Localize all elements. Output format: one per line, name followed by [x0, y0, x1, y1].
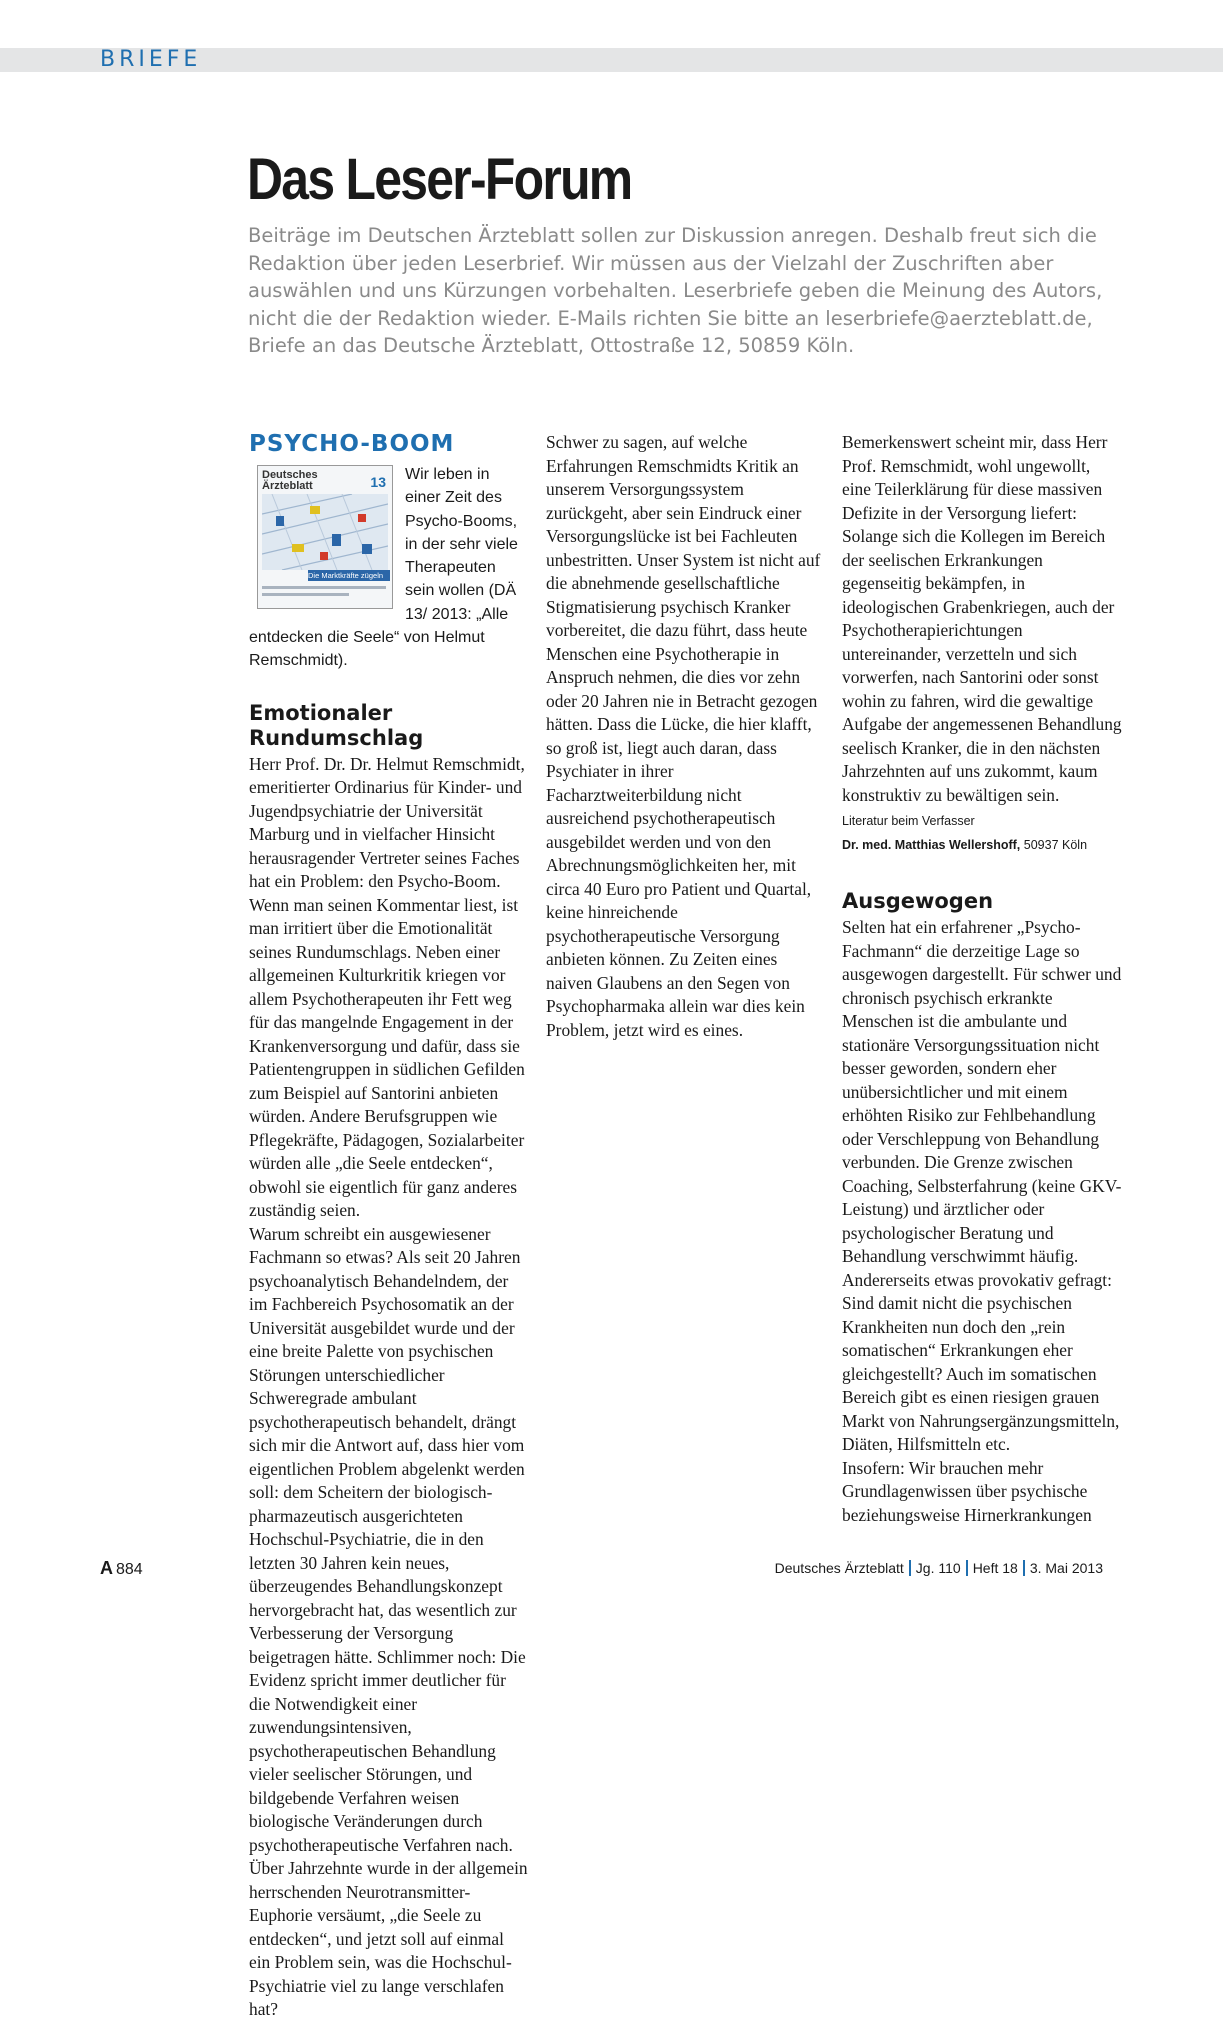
letter1-paragraph-text: Warum schreibt ein ausgewiesener Fachmann so etwas? Als seit 20 Jahren psychoanalytisch Behandelndem, der im Fachbereich Psychosomatik an der Universität ausgebildet wurde und der eine breite Palette von psychischen Störungen unterschiedlicher Schweregrade ambulant psychotherapeutisch behandelt, drängt sich mir die Antwort auf, dass hier vom eigentlichen Problem abgelenkt werden soll: dem Scheitern der biologisch-pharmazeutisch ausgerichteten Hochschul-Psychiatrie, die in den letzten 30 Jahren kein neues, überzeugendes Behandlungskonzept hervorgebracht hat, das wesentlich zur Verbesserung der Versorgung beigetragen hätte. Schlimmer noch: Die Evidenz spricht immer deutlicher für die Notwendigkeit einer zuwendungsintensiven, psychotherapeutischen Behandlung vieler seelischer Störungen, und bildgebende Verfahren weisen biologische Veränderungen durch psychotherapeutische Verfahren nach. Über Jahrzehnte wurde in der allgemein herrschenden Neurotransmitter-Euphorie versäumt, „die Seele zu entdecken“, und jetzt soll auf einmal ein Problem sein, was die Hochschul-Psychiatrie viel zu lange verschlafen hat? — [249, 1223, 528, 2020]
cover-issue-number: 13 — [370, 474, 386, 490]
letter2-headline: Ausgewogen — [842, 889, 994, 913]
letter1-headline: Emotionaler Rundumschlag — [249, 700, 424, 750]
letter1-paragraph: Schwer zu sagen, auf welche Erfahrungen Remschmidts Kritik an unserem Versorgungssystem zurückgeht, aber sein Eindruck einer Versorgungslücke ist bei Fachleuten unbestritten. Unser System ist nicht auf die abnehmende gesellschaftliche Stigmatisierung psychisch Kranker vorbereitet, die dazu führt, dass heute Menschen eine Psychotherapie in Anspruch nehmen, die dies vor zehn oder 20 Jahren nie in Betracht gezogen hätten. Dass die Lücke, die hier klafft, so groß ist, liegt auch daran, dass Psychiater in ihrer Facharztweiterbildung nicht ausreichend psychotherapeutisch ausgebildet werden und von den Abrechnungsmöglichkeiten her, mit circa 40 Euro pro Patient und Quartal, keine hinreichende psychotherapeutische Versorgung anbieten können. Zu Zeiten eines naiven Glaubens an den Segen von Psychopharmaka allein war dies kein Problem, jetzt wird es eines. — [546, 432, 821, 1040]
footer-separator — [1023, 1560, 1025, 1576]
letter1-author — [842, 835, 1122, 855]
journal-name: Deutsches Ärzteblatt — [774, 1560, 904, 1576]
cover-illustration — [262, 494, 388, 570]
footer-separator — [966, 1560, 968, 1576]
journal-issue: Heft 18 — [972, 1560, 1018, 1576]
letter1-paragraph: Herr Prof. Dr. Dr. Helmut Remschmidt, emeritierter Ordinarius für Kinder- und Jugendpsychiatrie der Universität Marburg und in vielfacher Hinsicht herausragender Vertreter seines Faches hat ein Problem: den Psycho-Boom. Wenn man seinen Kommentar liest, ist man irritiert über die Emotionalität seines Rundumschlags. Neben einer allgemeinen Kulturkritik kriegen vor allem Psychotherapeuten ihr Fett weg für das mangelnde Engagement in der Krankenversorgung und dafür, dass sie Patientengruppen in südlichen Gefilden zum Beispiel auf Santorini anbieten würden. Andere Berufsgruppen wie Pflegekräfte, Pädagogen, Sozialarbeiter würden alle „die Seele entdecken“, obwohl sie eigentlich für ganz anderes zuständig seien. — [249, 753, 525, 1221]
letter1-paragraph: Bemerkenswert scheint mir, dass Herr Prof. Remschmidt, wohl ungewollt, eine Teilerklärung für diese massiven Defizite in der Versorgung liefert: Solange sich die Kollegen im Bereich der seelischen Erkrankungen gegenseitig bekämpfen, in ideologischen Grabenkriegen, auch der Psychotherapierichtungen untereinander, verzetteln und sich vorwerfen, nach Santorini oder sonst wohin zu fahren, wird die gewaltige Aufgabe der angemessenen Behandlung seelisch Kranker, die in den nächsten Jahrzehnten auf uns zukommt, kaum konstruktiv zu bewältigen sein. — [842, 432, 1122, 805]
cover-caption: Die Marktkräfte zügeln — [308, 570, 390, 581]
page-title: Das Leser-Forum — [247, 147, 632, 212]
journal-volume: Jg. 110 — [915, 1560, 961, 1576]
journal-date: 3. Mai 2013 — [1029, 1560, 1103, 1576]
letter1-author-city: 50937 Köln — [1023, 838, 1088, 852]
letter2-paragraph: Insofern: Wir brauchen mehr Grundlagenwissen über psychische beziehungsweise Hirnerkrankungen — [842, 1457, 1092, 1525]
cover-title-line2: Ärzteblatt — [262, 480, 313, 492]
topic-teaser-block — [249, 463, 529, 673]
topic-label: PSYCHO-BOOM — [249, 431, 455, 457]
letter1-paragraph — [249, 1223, 529, 2022]
magazine-cover-thumbnail — [257, 465, 393, 609]
letter1-author-name: Dr. med. Matthias Wellershoff, — [842, 838, 1021, 852]
column-1 — [249, 430, 529, 2022]
page-number-value: 884 — [116, 1561, 143, 1578]
cover-title-line1: Deutsches — [262, 469, 318, 481]
page-prefix: A — [100, 1558, 113, 1578]
section-label: BRIEFE — [100, 47, 202, 72]
column-2 — [546, 431, 826, 1042]
page-number — [100, 1558, 143, 1579]
cover-title — [262, 470, 318, 492]
journal-footer — [775, 1560, 1103, 1576]
footer-separator — [909, 1560, 911, 1576]
letter2-paragraph: Selten hat ein erfahrener „Psycho-Fachmann“ die derzeitige Lage so ausgewogen dargestellt. Für schwer und chronisch psychisch erkrankte Menschen ist die ambulante und stationäre Versorgungssituation nicht besser geworden, sondern eher unübersichtlicher und mit einem erhöhten Risiko zur Fehlbehandlung oder Verschleppung von Behandlung verbunden. Die Grenze zwischen Coaching, Selbsterfahrung (keine GKV-Leistung) und ärztlicher oder psychologischer Beratung und Behandlung verschwimmt häufig. Andererseits etwas provokativ gefragt: Sind damit nicht die psychischen Krankheiten nun doch den „rein somatischen“ Erkrankungen eher gleichgestellt? Auch im somatischen Bereich gibt es einen riesigen grauen Markt von Nahrungsergänzungsmitteln, Diäten, Hilfsmitteln etc. — [842, 917, 1122, 1454]
literature-note: Literatur beim Verfasser — [842, 814, 975, 828]
topic-teaser-text: Wir leben in einer Zeit des Psycho-Booms, in der sehr viele Therapeuten sein wollen (DÄ 13/ 2013: „Alle entdecken die Seele“ von Helmut Remschmidt). — [249, 466, 518, 670]
cover-text-lines — [262, 586, 386, 600]
column-3 — [842, 431, 1122, 1527]
intro-text: Beiträge im Deutschen Ärzteblatt sollen zur Diskussion anregen. Deshalb freut sich die Redaktion über jeden Leserbrief. Wir müssen aus der Vielzahl der Zuschriften aber auswählen und uns Kürzungen vorbehalten. Leserbriefe geben die Meinung des Autors, nicht die der Redaktion wieder. E-Mails richten Sie bitte an leserbriefe@aerzteblatt.de, Briefe an das Deutsche Ärzteblatt, Ottostraße 12, 50859 Köln. — [248, 224, 1103, 357]
